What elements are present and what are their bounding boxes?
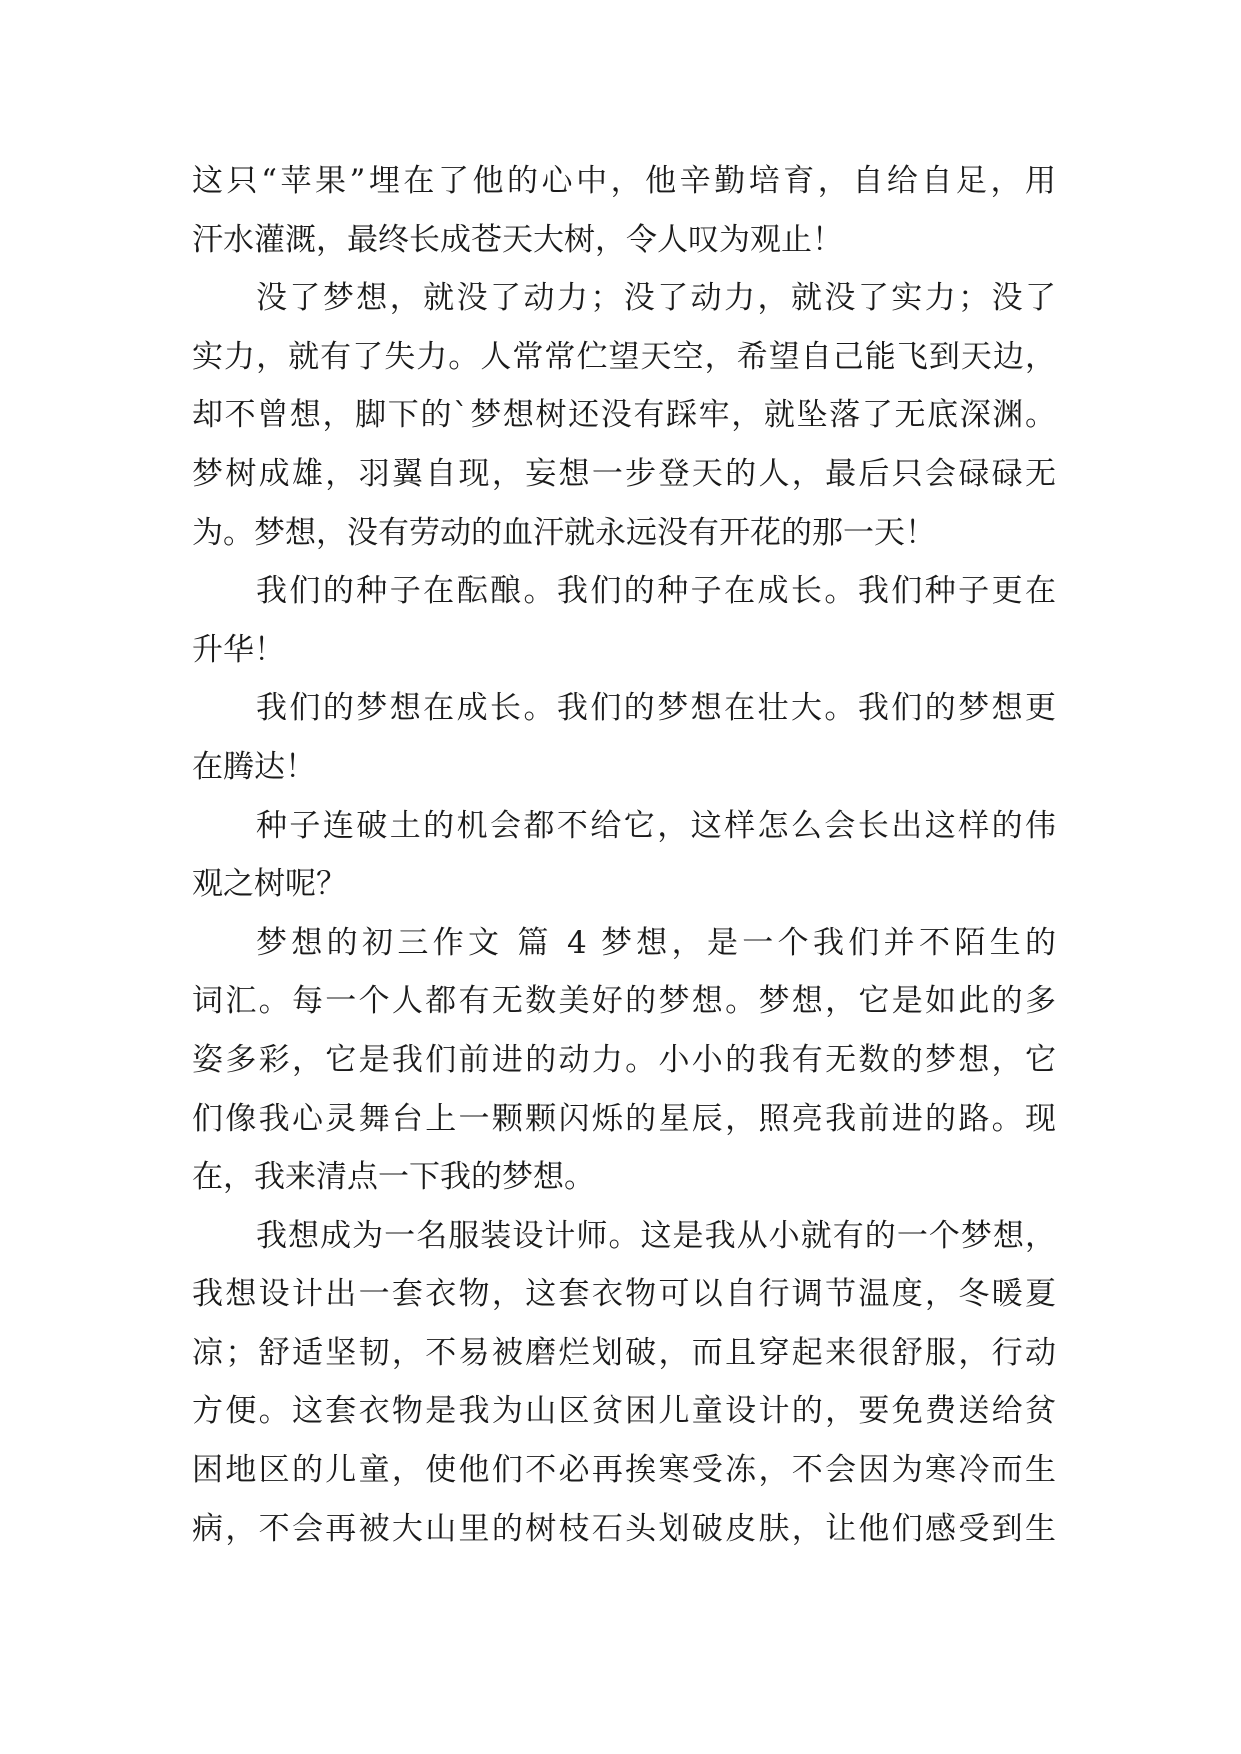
text-line: 种子连破土的机会都不给它，这样怎么会长出这样的伟 [256, 807, 1056, 844]
text-line: 没了梦想，就没了动力；没了动力，就没了实力；没了 [256, 280, 1056, 317]
text-line: 在，我来清点一下我的梦想。 [192, 1159, 595, 1196]
paragraph [192, 679, 1056, 796]
text-line: 凉；舒适坚韧，不易被磨烂划破，而且穿起来很舒服，行动 [192, 1334, 1056, 1371]
text-line: 在腾达！ [192, 748, 316, 785]
text-line: 姿多彩，它是我们前进的动力。小小的我有无数的梦想，它 [192, 1041, 1056, 1078]
text-line: 梦想的初三作文 篇 4 梦想，是一个我们并不陌生的 [256, 924, 1056, 961]
text-line: 汗水灌溉，最终长成苍天大树，令人叹为观止！ [192, 221, 843, 258]
text-line: 病，不会再被大山里的树枝石头划破皮肤，让他们感受到生 [192, 1510, 1056, 1547]
text-line: 却不曾想，脚下的`梦想树还没有踩牢，就坠落了无底深渊。 [192, 397, 1056, 434]
text-line: 我们的种子在酝酿。我们的种子在成长。我们种子更在 [256, 573, 1056, 610]
text-line: 们像我心灵舞台上一颗颗闪烁的星辰，照亮我前进的路。现 [192, 1100, 1056, 1137]
text-line: 方便。这套衣物是我为山区贫困儿童设计的，要免费送给贫 [192, 1393, 1056, 1430]
text-line: 梦树成雄，羽翼自现，妄想一步登天的人，最后只会碌碌无 [192, 455, 1056, 492]
text-line: 词汇。每一个人都有无数美好的梦想。梦想，它是如此的多 [192, 983, 1056, 1020]
text-line: 困地区的儿童，使他们不必再挨寒受冻，不会因为寒冷而生 [192, 1452, 1056, 1489]
paragraph [192, 797, 1056, 914]
paragraph [192, 562, 1056, 679]
body-text [192, 152, 1056, 1558]
text-line: 我想成为一名服装设计师。这是我从小就有的一个梦想， [256, 1217, 1056, 1254]
text-line: 升华！ [192, 631, 285, 668]
paragraph [192, 1207, 1056, 1559]
text-line: 实力，就有了失力。人常常伫望天空，希望自己能飞到天边， [192, 338, 1056, 375]
text-line: 观之树呢？ [192, 866, 347, 903]
paragraph [192, 914, 1056, 1207]
text-line: 我们的梦想在成长。我们的梦想在壮大。我们的梦想更 [256, 690, 1056, 727]
paragraph [192, 152, 1056, 269]
text-line: 这只“苹果”埋在了他的心中，他辛勤培育，自给自足，用 [192, 163, 1056, 199]
text-line: 为。梦想，没有劳动的血汗就永远没有开花的那一天！ [192, 514, 936, 551]
text-line: 我想设计出一套衣物，这套衣物可以自行调节温度，冬暖夏 [192, 1276, 1056, 1313]
paragraph [192, 269, 1056, 562]
